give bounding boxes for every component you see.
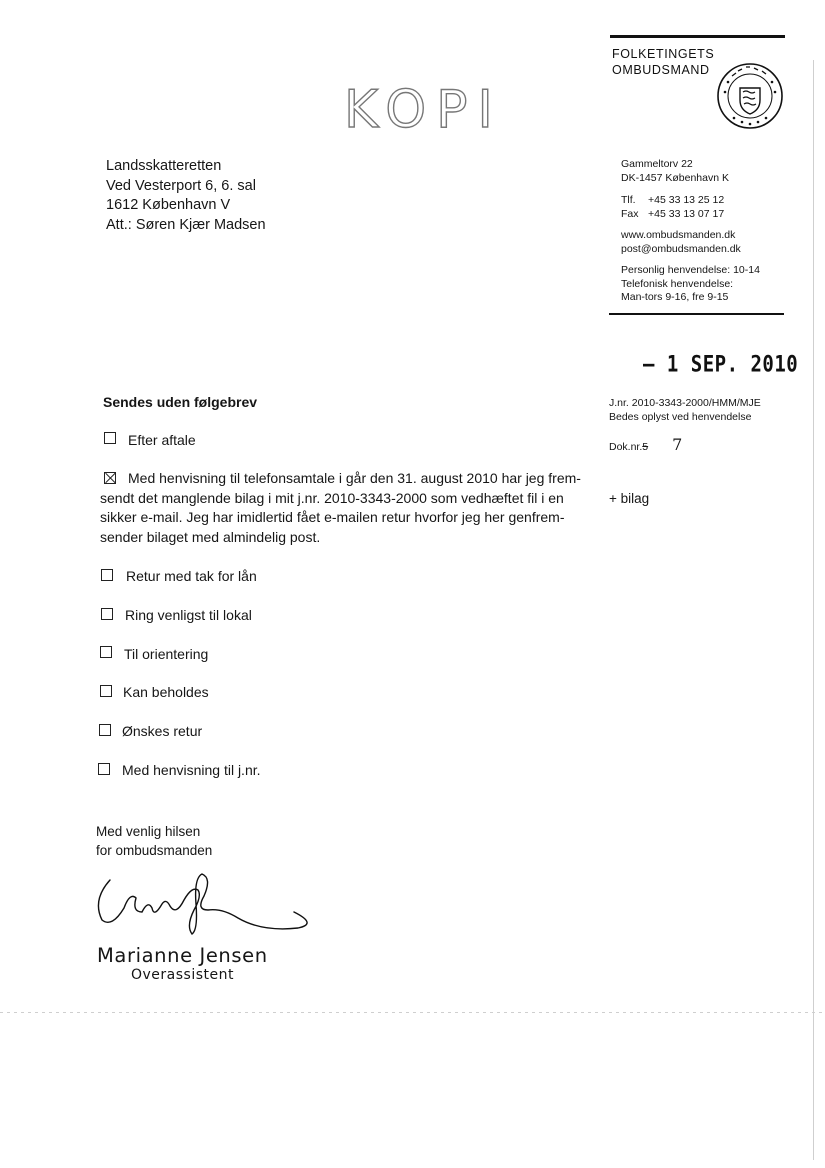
checked-item-text	[100, 469, 590, 547]
date-stamp: – 1 SEP. 2010	[643, 352, 799, 378]
org-line-2: OMBUDSMAND	[612, 63, 710, 77]
doc-number-label: Dok.nr.	[609, 441, 643, 453]
contact-rule	[609, 313, 784, 315]
scan-edge-line	[813, 60, 814, 1160]
scan-dotted-line	[0, 1012, 825, 1013]
journal-number: J.nr. 2010-3343-2000/HMM/MJE	[609, 397, 761, 409]
reference-block	[609, 397, 761, 424]
website: www.ombudsmanden.dk	[621, 229, 736, 241]
document-number	[609, 435, 682, 454]
signer-title: Overassistent	[131, 967, 234, 983]
recipient-line: Att.: Søren Kjær Madsen	[106, 216, 266, 233]
fax-number: +45 33 13 07 17	[648, 207, 725, 220]
checkbox-onskes-retur[interactable]	[99, 724, 111, 736]
parliament-seal-icon	[716, 62, 784, 130]
sender-phone-fax	[621, 194, 724, 221]
closing-line-2: for ombudsmanden	[96, 843, 213, 858]
enclosure-note: + bilag	[609, 491, 650, 506]
closing-line-1: Med venlig hilsen	[96, 824, 201, 839]
phone-label: Tlf.	[621, 194, 636, 206]
checkbox-efter-aftale[interactable]	[104, 432, 116, 444]
phone-hours: Man-tors 9-16, fre 9-15	[621, 291, 729, 303]
recipient-line: Ved Vesterport 6, 6. sal	[106, 177, 256, 194]
email-address: post@ombudsmanden.dk	[621, 242, 741, 255]
signer-name: Marianne Jensen	[97, 944, 268, 967]
option-label: Til orientering	[124, 646, 209, 662]
paragraph-line: sender bilaget med almindelig post.	[100, 528, 321, 545]
checkbox-ring-venligst[interactable]	[101, 608, 113, 620]
letterhead-rule	[610, 35, 785, 38]
section-heading: Sendes uden følgebrev	[103, 394, 258, 410]
phone-hours-label: Telefonisk henvendelse:	[621, 277, 734, 290]
sender-address	[621, 158, 729, 185]
paragraph-line: Med henvisning til telefonsamtale i går den 31. august 2010 har jeg frem-	[128, 470, 581, 486]
checkbox-kan-beholdes[interactable]	[100, 685, 112, 697]
phone-number: +45 33 13 25 12	[648, 194, 725, 206]
kopi-stamp: KOPI	[344, 80, 503, 140]
sender-postcode-city: DK-1457 København K	[621, 171, 729, 184]
option-label: Kan beholdes	[123, 684, 209, 700]
option-label: Med henvisning til j.nr.	[122, 762, 261, 778]
paragraph-line: sikker e-mail. Jeg har imidlertid fået e-mailen retur hvorfor jeg her genfrem-	[100, 509, 565, 525]
sender-online	[621, 229, 741, 256]
organization-name	[612, 46, 714, 78]
personal-hours: Personlig henvendelse: 10-14	[621, 264, 760, 276]
option-label: Ønskes retur	[122, 723, 203, 739]
checkbox-retur-med-tak[interactable]	[101, 569, 113, 581]
recipient-line: 1612 København V	[106, 197, 231, 213]
recipient-line: Landsskatteretten	[106, 158, 222, 174]
paragraph-line: sendt det manglende bilag i mit j.nr. 2010-3343-2000 som vedhæftet fil i en	[100, 489, 564, 506]
sender-street: Gammeltorv 22	[621, 158, 693, 170]
handwritten-signature	[90, 858, 350, 938]
doc-number-struck: 5	[642, 441, 649, 453]
fax-label: Fax	[621, 207, 639, 220]
option-label: Retur med tak for lån	[126, 568, 257, 584]
option-label: Ring venligst til lokal	[125, 607, 252, 623]
org-line-1: FOLKETINGETS	[612, 47, 715, 61]
checkbox-med-henvisning[interactable]	[98, 763, 110, 775]
doc-number-handwritten: 7	[672, 435, 683, 454]
closing-block	[96, 822, 212, 860]
sender-hours	[621, 264, 760, 305]
recipient-address	[106, 157, 266, 235]
reference-note: Bedes oplyst ved henvendelse	[609, 410, 752, 423]
checkbox-til-orientering[interactable]	[100, 646, 112, 658]
option-label: Efter aftale	[128, 432, 196, 448]
